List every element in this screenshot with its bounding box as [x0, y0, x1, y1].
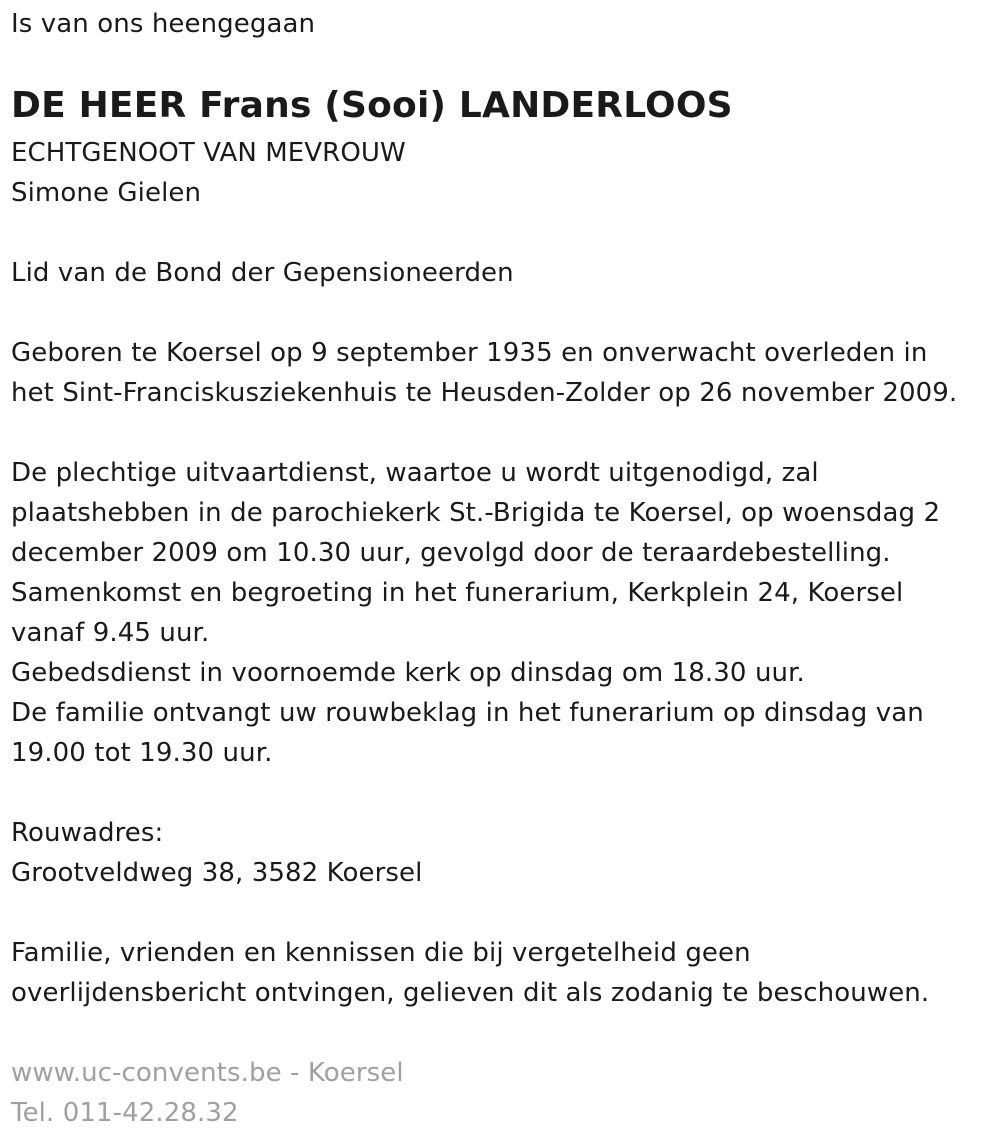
service-line: december 2009 om 10.30 uur, gevolgd door de teraardebestelling. — [11, 538, 891, 568]
address-label: Rouwadres: — [11, 818, 164, 848]
birth-death-line: het Sint-Franciskusziekenhuis te Heusden-Zolder op 26 november 2009. — [11, 378, 958, 408]
service-line: De plechtige uitvaartdienst, waartoe u wordt uitgenodigd, zal — [11, 458, 819, 488]
footer-website: www.uc-convents.be - Koersel — [11, 1058, 404, 1088]
membership-text: Lid van de Bond der Gepensioneerden — [11, 258, 514, 288]
service-line: plaatshebben in de parochiekerk St.-Brigida te Koersel, op woensdag 2 — [11, 498, 941, 528]
spouse-name: Simone Gielen — [11, 178, 202, 208]
footer-phone: Tel. 011-42.28.32 — [11, 1098, 239, 1128]
spouse-title: ECHTGENOOT VAN MEVROUW — [11, 138, 406, 168]
birth-death-line: Geboren te Koersel op 9 september 1935 en onverwacht overleden in — [11, 338, 928, 368]
service-line: De familie ontvangt uw rouwbeklag in het funerarium op dinsdag van — [11, 698, 924, 728]
service-line: Samenkomst en begroeting in het funerarium, Kerkplein 24, Koersel — [11, 578, 904, 608]
notice-line: Familie, vrienden en kennissen die bij vergetelheid geen — [11, 938, 751, 968]
intro-text: Is van ons heengegaan — [11, 9, 316, 39]
service-line: vanaf 9.45 uur. — [11, 618, 210, 648]
deceased-name: DE HEER Frans (Sooi) LANDERLOOS — [11, 85, 733, 126]
service-line: Gebedsdienst in voornoemde kerk op dinsdag om 18.30 uur. — [11, 658, 805, 688]
address-value: Grootveldweg 38, 3582 Koersel — [11, 858, 423, 888]
notice-line: overlijdensbericht ontvingen, gelieven dit als zodanig te beschouwen. — [11, 978, 930, 1008]
service-line: 19.00 tot 19.30 uur. — [11, 738, 273, 768]
